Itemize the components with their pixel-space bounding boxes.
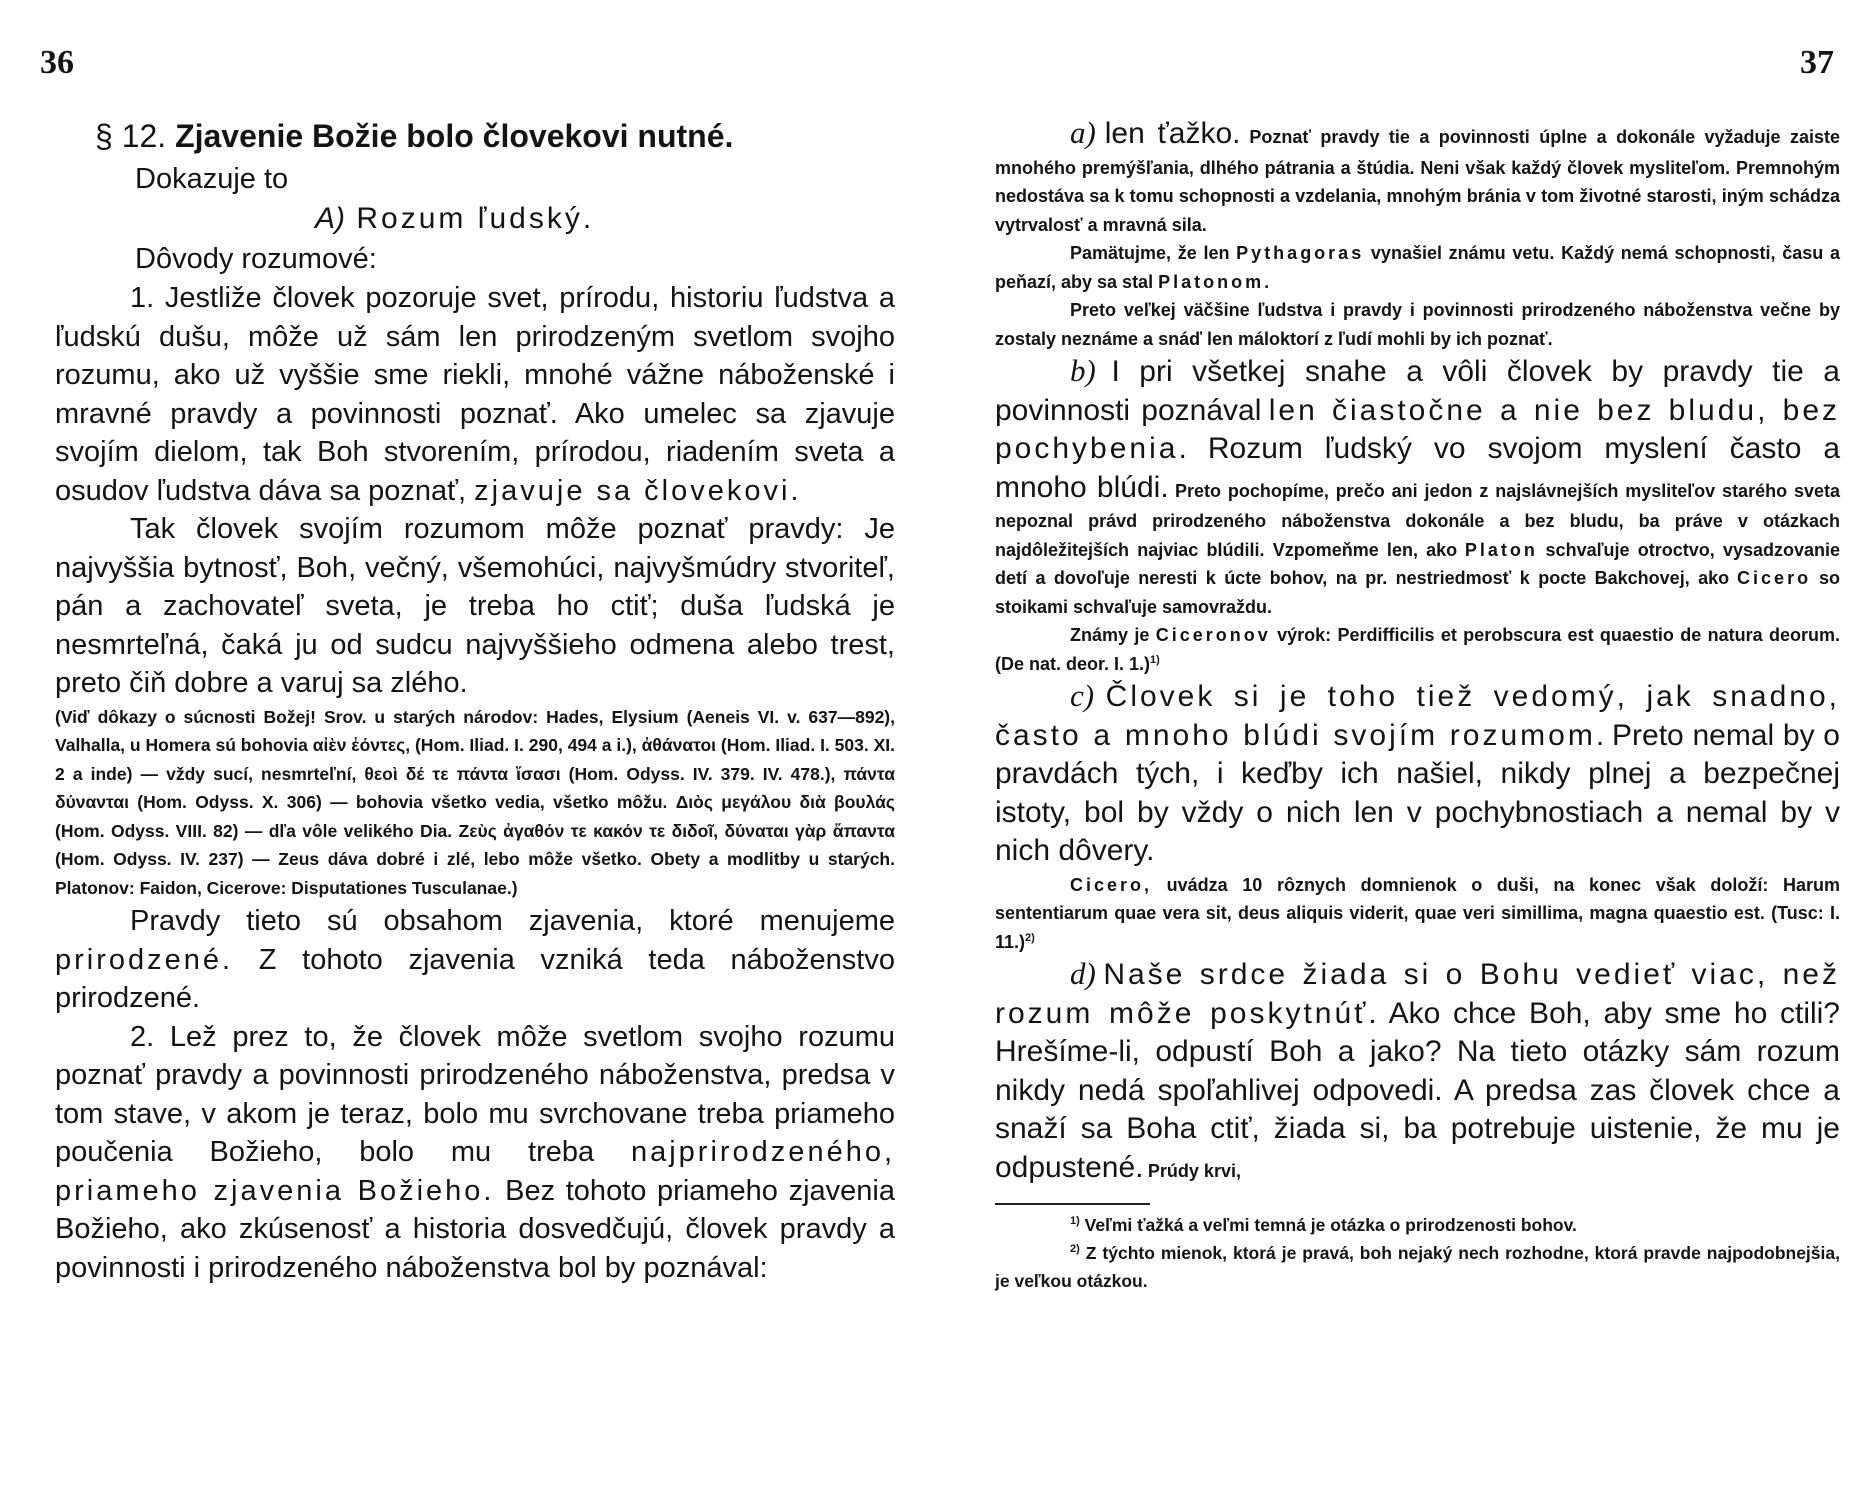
footnote-ref-1: 1) (1150, 653, 1160, 666)
cicero-domnienky (995, 871, 1840, 957)
pythagoras-note (995, 239, 1840, 296)
cicero-quote-b: výrok: Perdifficilis et perobscura est quaestio de natura deorum. (De nat. deor. I. 1.) (995, 625, 1840, 674)
paragraph-1-spaced: zjavuje sa človekovi. (474, 474, 802, 507)
cicero-quote (995, 621, 1840, 678)
point-b-text-a: I pri všetkej snahe a vôli človek by pravdy tie a povinnosti poznával (995, 355, 1840, 427)
point-d (995, 956, 1840, 1187)
subheading-label: A) (315, 202, 345, 235)
point-c (995, 678, 1840, 871)
point-d-spaced: Naše srdce žiada si o Bohu vedieť viac, než rozum môže poskytnúť. (995, 958, 1840, 1030)
footnote-divider (995, 1203, 1150, 1205)
paragraph-3-spaced: prirodzené. (55, 943, 234, 976)
point-b-rest-c: so stoikami schvaľuje samovraždu. (995, 568, 1840, 617)
point-a-label: a) (1070, 115, 1096, 150)
section-heading (95, 115, 895, 157)
footnote-1 (995, 1211, 1840, 1239)
paragraph-4-spaced: najprirodzeného, priameho zjavenia Božieho. (55, 1136, 896, 1207)
footnote-2-mark: 2) (1070, 1243, 1080, 1256)
pythagoras-b: vynašiel známu vetu. Každý nemá schopnosti, času a peňazí, aby sa stal (995, 243, 1840, 292)
paragraph-4-a: 2. Lež prez to, že človek môže svetlom svojho rozumu poznať pravdy a povinnosti prirodzeného náboženstva, predsa v tom stave, v akom je teraz, bolo mu svrchovane treba priameho poučenia Božieho, bolo mu treba (55, 1020, 895, 1168)
cicero-quote-name: Ciceronov (1155, 625, 1271, 645)
point-b (995, 353, 1840, 621)
section-title: Zjavenie Božie bolo človekovi nutné. (175, 118, 734, 154)
point-c-label: c) (1070, 678, 1095, 713)
point-d-label: d) (1070, 956, 1096, 991)
footnote-1-mark: 1) (1070, 1215, 1080, 1228)
point-b-rest-b: schvaľuje otroctvo, vysadzovanie detí a dovoľuje neresti k úcte bohov, na pr. nestriedmosť k pocte Bakchovej, ako (995, 539, 1841, 588)
cicero-quote-a: Známy je (1070, 625, 1150, 645)
left-page (55, 115, 895, 1287)
footnote-ref-2: 2) (1025, 931, 1035, 944)
subheading-reason (315, 199, 895, 239)
paragraph-1-text: 1. Jestliže človek pozoruje svet, prírodu, historiu ľudstva a ľudskú dušu, môže už sám len prirodzeným svetlom svojho rozumu, ako už vyššie sme riekli, mnohé vážne náboženské i mravné pravdy a povinnosti poznať. Ako umelec sa zjavuje svojím dielom, tak Boh stvorením, prírodou, riadením sveta a osudov ľudstva dáva sa poznať, (55, 282, 895, 507)
subheading-text: Rozum ľudský. (356, 202, 595, 235)
point-b-spaced: len čiastočne a nie bez bludu, bez pochybenia. (995, 393, 1840, 465)
point-b-rest-a: Preto pochopíme, prečo ani jedon z najslávnejších mysliteľov starého sveta nepoznal právd prirodzeného náboženstva dokonále a bez bludu, ba práve v otázkach najdôležitejších najviac blúdili. Vzpomeňme len, ako (995, 480, 1840, 560)
reasons-heading: Dôvody rozumové: (135, 243, 377, 275)
footnote-1-text: Veľmi ťažká a veľmi temná je otázka o prirodzenosti bohov. (1084, 1215, 1577, 1235)
paragraph-3-b: Z tohoto zjavenia vzniká teda náboženstvo prirodzené. (55, 943, 895, 1014)
point-a-text: Poznať pravdy tie a povinnosti úplne a dokonále vyžaduje zaiste mnohého premýšľania, dlhého pátrania a štúdia. Neni však každý človek mysliteľom. Premnohým nedostáva sa k tomu schopnosti a vzdelania, mnohým bránia v tom životné starosti, iným schádza vytrvalosť a mravná sila. (995, 127, 1841, 235)
reference-note: (Viď dôkazy o súcnosti Božej! Srov. u starých národov: Hades, Elysium (Aeneis VI. v. 637—892), Valhalla, u Homera sú bohovia αἰὲν ἐόντες, (Hom. Iliad. I. 290, 494 a i.), ἀθάνατοι (Hom. Iliad. I. 503. XI. 2 a inde) — vždy sucí, nesmrteľní, θεοὶ δέ τε πάντα ἴσασι (Hom. Odyss. IV. 379. IV. 478.), πάντα δύνανται (Hom. Odyss. X. 306) — bohovia všetko vedia, všetko môžu. Διὸς μεγάλου διὰ βουλάς (Hom. Odyss. VIII. 82) — dľa vôle velikého Dia. Ζεὺς ἀγαθόν τε κακόν τε διδοῖ, δύναται γὰρ ἅπαντα (Hom. Odyss. IV. 237) — Zeus dáva dobré i zlé, lebo môže všetko. Obety a modlitby u starých. Platonov: Faidon, Cicerove: Disputationes Tusculanae.) (55, 706, 895, 898)
paragraph-3 (55, 902, 895, 1018)
point-c-text: Preto nemal by o pravdách tých, i keďby ich našiel, nikdy plnej a bezpečnej istoty, bol by vždy o nich len v pochybnostiach a nemal by v nich dôvery. (995, 718, 1840, 867)
pythagoras-a: Pamätujme, že len (1070, 243, 1230, 263)
proof-intro: Dokazuje to (135, 163, 289, 195)
point-b-plato: Platon (1464, 539, 1538, 560)
point-c-spaced: Človek si je toho tiež vedomý, jak snadno, často a mnoho blúdi svojím rozumom. (995, 680, 1840, 752)
pythagoras-name: Pythagoras (1236, 243, 1365, 263)
point-a-lead: len ťažko. (1104, 117, 1241, 150)
point-d-rest: Prúdy krvi, (1147, 1160, 1241, 1181)
majority-note: Preto veľkej väčšine ľudstva i pravdy i povinnosti prirodzeného náboženstva večne by zostaly neznáme a snáď len máloktorí z ľudí mohli by ich poznať. (995, 300, 1840, 349)
point-a (995, 115, 1840, 239)
point-b-text-b: Rozum ľudský vo svojom myslení často a mnoho blúdi. (995, 432, 1840, 504)
footnote-2 (995, 1239, 1840, 1295)
page-number-left: 36 (40, 44, 74, 81)
paragraph-4 (55, 1018, 895, 1288)
page-number-right: 37 (1800, 44, 1834, 81)
plato-name: Platonom. (1158, 271, 1273, 292)
point-d-text: Ako chce Boh, aby sme ho ctili? Hrešíme-li, odpustí Boh a jako? Na tieto otázky sám rozum nikdy nedá spoľahlivej odpovedi. A predsa zas človek chce a snaží sa Boha ctiť, žiada si, ba potrebuje uistenie, že mu je odpustené. (995, 996, 1840, 1184)
cicero-domnienky-name: Cicero, (1070, 874, 1153, 895)
point-b-label: b) (1070, 353, 1096, 388)
point-b-cicero: Cicero (1737, 568, 1812, 588)
paragraph-4-b: Bez tohoto priameho zjavenia Božieho, ako zkúsenosť a historia dosvedčujú, človek pravdy a povinnosti i prirodzeného náboženstva bol by poznával: (55, 1174, 895, 1284)
section-number: § 12. (95, 118, 167, 154)
paragraph-2: Tak človek svojím rozumom môže poznať pravdy: Je najvyššia bytnosť, Boh, večný, všemohúci, najvyšmúdry stvoriteľ, pán a zachovateľ sveta, je treba ho ctiť; duša ľudská je nesmrteľná, čaká ju od sudcu najvyššieho odmena alebo trest, preto čiň dobre a varuj sa zlého. (55, 513, 895, 699)
footnote-2-text: Z týchto mienok, ktorá je pravá, boh nejaký nech rozhodne, ktorá pravde najpodobnejšia, je veľkou otázkou. (995, 1243, 1840, 1291)
right-page (995, 115, 1840, 1295)
paragraph-1 (55, 279, 895, 510)
paragraph-3-a: Pravdy tieto sú obsahom zjavenia, ktoré menujeme (130, 905, 895, 937)
cicero-domnienky-text: uvádza 10 rôznych domnienok o duši, na konec však doloží: Harum sententiarum quae vera sit, deus aliquis viderit, quae veri simillima, magna quaestio est. (Tusc: I. 11.) (995, 874, 1840, 952)
